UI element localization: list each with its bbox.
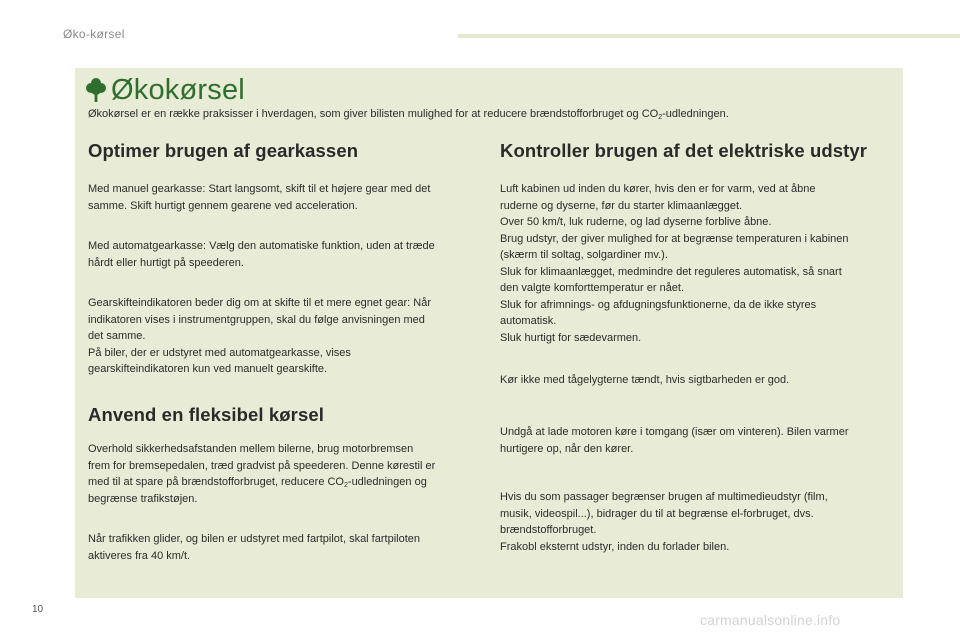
paragraph-cabin-ventilation: Luft kabinen ud inden du kører, hvis den er for varm, ved at åbne ruderne og dyserne, før du starter klimaanlægget. Over 50 km/t, luk ruderne, og lad dyserne forblive åbne. Brug udstyr, der giver mulighed for at begrænse temperaturen i kabinen (skærm til soltag, solgardiner mv.). Sluk for klimaanlægget, medmindre det reguleres automatisk, så snart den valgte komforttemperatur er nået. Sluk for afrimnings- og afdugningsfunktionerne, da de ikke styres automatisk. Sluk hurtigt for sædevarmen. xyxy=(500,183,849,344)
heading-gearbox: Optimer brugen af gearkassen xyxy=(88,140,359,161)
section-header: Øko-kørsel xyxy=(63,27,125,41)
page-number: 10 xyxy=(32,604,44,615)
paragraph-fog-lights: Kør ikke med tågelygterne tændt, hvis sigtbarheden er god. xyxy=(500,374,790,386)
paragraph-automatic-gearbox: Med automatgearkasse: Vælg den automatiske funktion, uden at træde hårdt eller hurtigt på speederen. xyxy=(88,240,435,269)
paragraph-idling: Undgå at lade motoren køre i tomgang (især om vinteren). Bilen varmer hurtigere op, når den kører. xyxy=(500,426,849,455)
tree-icon xyxy=(85,77,107,103)
paragraph-manual-gearbox: Med manuel gearkasse: Start langsomt, skift til et højere gear med det samme. Skift hurtigt gennem gearene ved acceleration. xyxy=(88,183,431,212)
intro-text: Økokørsel er en række praksisser i hverdagen, som giver bilisten mulighed for at reducere brændstofforbruget og $CO_2$-udledningen. xyxy=(88,108,729,121)
title-row xyxy=(85,74,245,106)
header-rule xyxy=(458,34,960,38)
page-title: Økokørsel xyxy=(111,73,245,106)
watermark: carmanualsonline.info xyxy=(700,612,841,628)
paragraph-gearshift-indicator: Gearskifteindikatoren beder dig om at skifte til et mere egnet gear: Når indikatoren vises i instrumentgruppen, skal du følge anvisningen med det samme. På biler, der er udstyret med automatgearkasse, vises gearskifteindikatoren kun ved manuelt gearskifte. xyxy=(88,297,432,375)
heading-flexible-driving: Anvend en fleksibel kørsel xyxy=(88,404,324,425)
paragraph-multimedia: Hvis du som passager begrænser brugen af multimedieudstyr (film, musik, videospil...), bidrager du til at begrænse el-forbruget, dvs. brændstofforbruget. Frakobl eksternt udstyr, inden du forlader bilen. xyxy=(500,491,828,553)
paragraph-safe-distance: Overhold sikkerhedsafstanden mellem bilerne, brug motorbremsen frem for bremsepedalen, træd gradvist på speederen. Denne kørestil er med til at spare på brændstofforbruget, reducere $CO_2$-udledningen og begrænse trafikstøjen. xyxy=(88,443,436,505)
heading-electrical-equipment: Kontroller brugen af det elektriske udstyr xyxy=(500,140,868,161)
paragraph-cruise-control: Når trafikken glider, og bilen er udstyret med fartpilot, skal fartpiloten aktiveres fra 40 km/t. xyxy=(88,533,420,562)
